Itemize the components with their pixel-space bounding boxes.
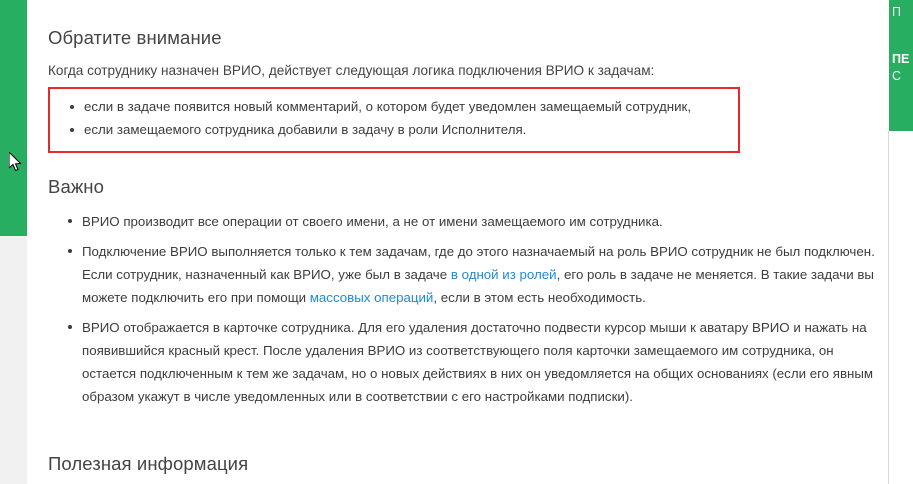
link-v-odnoy-iz-roley[interactable]: в одной из ролей	[450, 267, 557, 282]
important-bullet-list	[48, 210, 887, 415]
right-white-panel	[889, 131, 913, 484]
link-massovyh-operaciy[interactable]: массовых операций	[309, 290, 434, 305]
list-item	[82, 240, 887, 309]
section-title-important: Важно	[48, 176, 105, 197]
list-item	[82, 316, 887, 408]
right-panel-line-3: ПЕ	[892, 52, 910, 66]
right-panel-gap	[889, 21, 913, 51]
list-item	[82, 210, 887, 233]
right-panel-line-4: С	[892, 69, 902, 83]
document-content	[48, 0, 888, 484]
attention-lead-text: Когда сотруднику назначен ВРИО, действует следующая логика подключения ВРИО к задачам:	[48, 63, 655, 78]
important-bullet-2-text-a: Подключение ВРИО выполняется только к тем задачам, где до этого назначаемый на роль ВРИО сотрудник не был подключен. Если сотрудник, назначенный как ВРИО, уже был в задаче	[82, 244, 875, 282]
list-item: если замещаемого сотрудника добавили в задачу в роли Исполнителя.	[84, 119, 738, 140]
important-bullet-2-text-c: , если в этом есть необходимость.	[433, 290, 646, 305]
important-bullet-1-text: ВРИО производит все операции от своего имени, а не от имени замещаемого им сотрудника.	[82, 214, 663, 229]
mouse-cursor-icon	[9, 152, 23, 172]
right-panel-text	[889, 0, 913, 85]
right-panel-line-1: П	[892, 5, 901, 19]
list-item: если в задаче появится новый комментарий, о котором будет уведомлен замещаемый сотрудник,	[84, 96, 738, 117]
attention-bullet-list	[50, 96, 738, 140]
important-bullet-3-text: ВРИО отображается в карточке сотрудника. Для его удаления достаточно подвести курсор мыши к аватару ВРИО и нажать на появившийся красный крест. После удаления ВРИО из соответствующего поля карточки замещаемого им сотрудника, он остается подключенным к тем же задачам, но о новых действиях в них он уведомляется на общих основаниях (если его явным образом укажут в числе уведомленных или в соответствии с его настройками подписки).	[82, 320, 874, 404]
left-green-strip	[0, 0, 27, 236]
important-bullet-2-text-b: , его роль в задаче не меняется. В такие задачи вы можете подключить его при помощи	[82, 267, 874, 305]
attention-highlight-box	[48, 87, 740, 153]
left-gray-strip	[0, 236, 27, 484]
section-title-attention: Обратите внимание	[48, 27, 222, 48]
section-title-useful: Полезная информация	[48, 453, 249, 474]
right-divider	[888, 131, 889, 484]
